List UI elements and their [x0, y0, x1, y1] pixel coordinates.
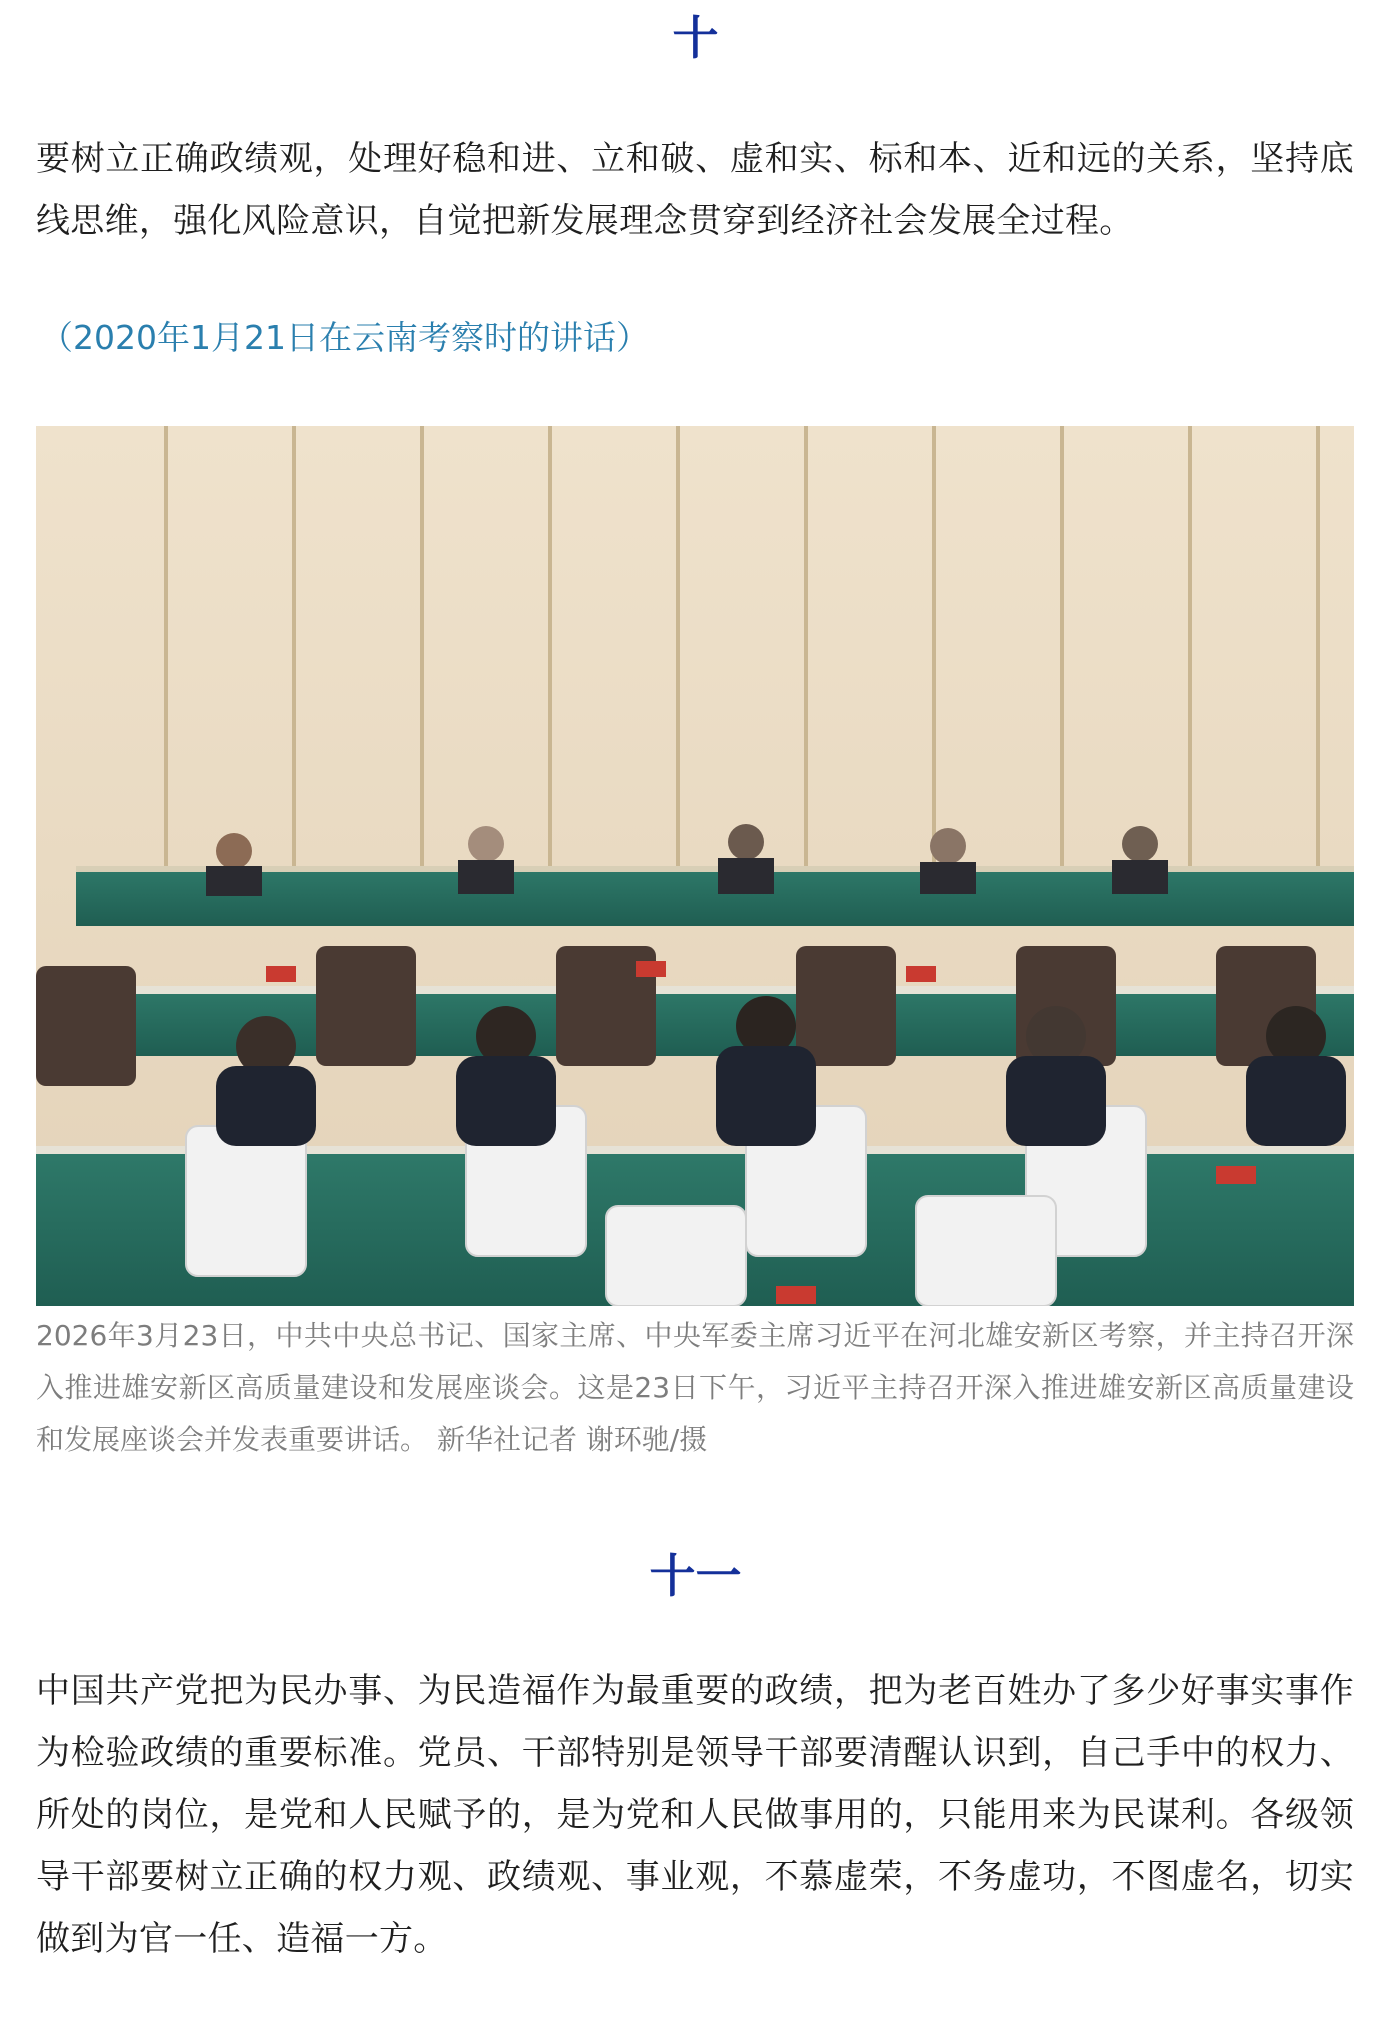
photo-caption: 2026年3月23日，中共中央总书记、国家主席、中央军委主席习近平在河北雄安新区考察，并主持召开深入推进雄安新区高质量建设和发展座谈会。这是23日下午，习近平主持召开深入推进雄安新区高质量建设和发展座谈会并发表重要讲话。 新华社记者 谢环驰/摄: [36, 1319, 1354, 1456]
section-number-ten: 十: [672, 11, 719, 65]
paragraph-section-ten: 要树立正确政绩观，处理好稳和进、立和破、虚和实、标和本、近和远的关系，坚持底线思维，强化风险意识，自觉把新发展理念贯穿到经济社会发展全过程。: [36, 139, 1354, 241]
middle-table: [36, 986, 1354, 1056]
paragraph-section-eleven: 中国共产党把为民办事、为民造福作为最重要的政绩，把为老百姓办了多少好事实事作为检验政绩的重要标准。党员、干部特别是领导干部要清醒认识到，自己手中的权力、所处的岗位，是党和人民赋予的，是为党和人民做事用的，只能用来为民谋利。各级领导干部要树立正确的权力观、政绩观、事业观，不慕虚荣，不务虚功，不图虚名，切实做到为官一任、造福一方。: [36, 1671, 1354, 1959]
section-number-eleven: 十一: [649, 1549, 742, 1603]
source-citation: （2020年1月21日在云南考察时的讲话）: [40, 318, 649, 357]
meeting-photo: [36, 426, 1354, 1306]
